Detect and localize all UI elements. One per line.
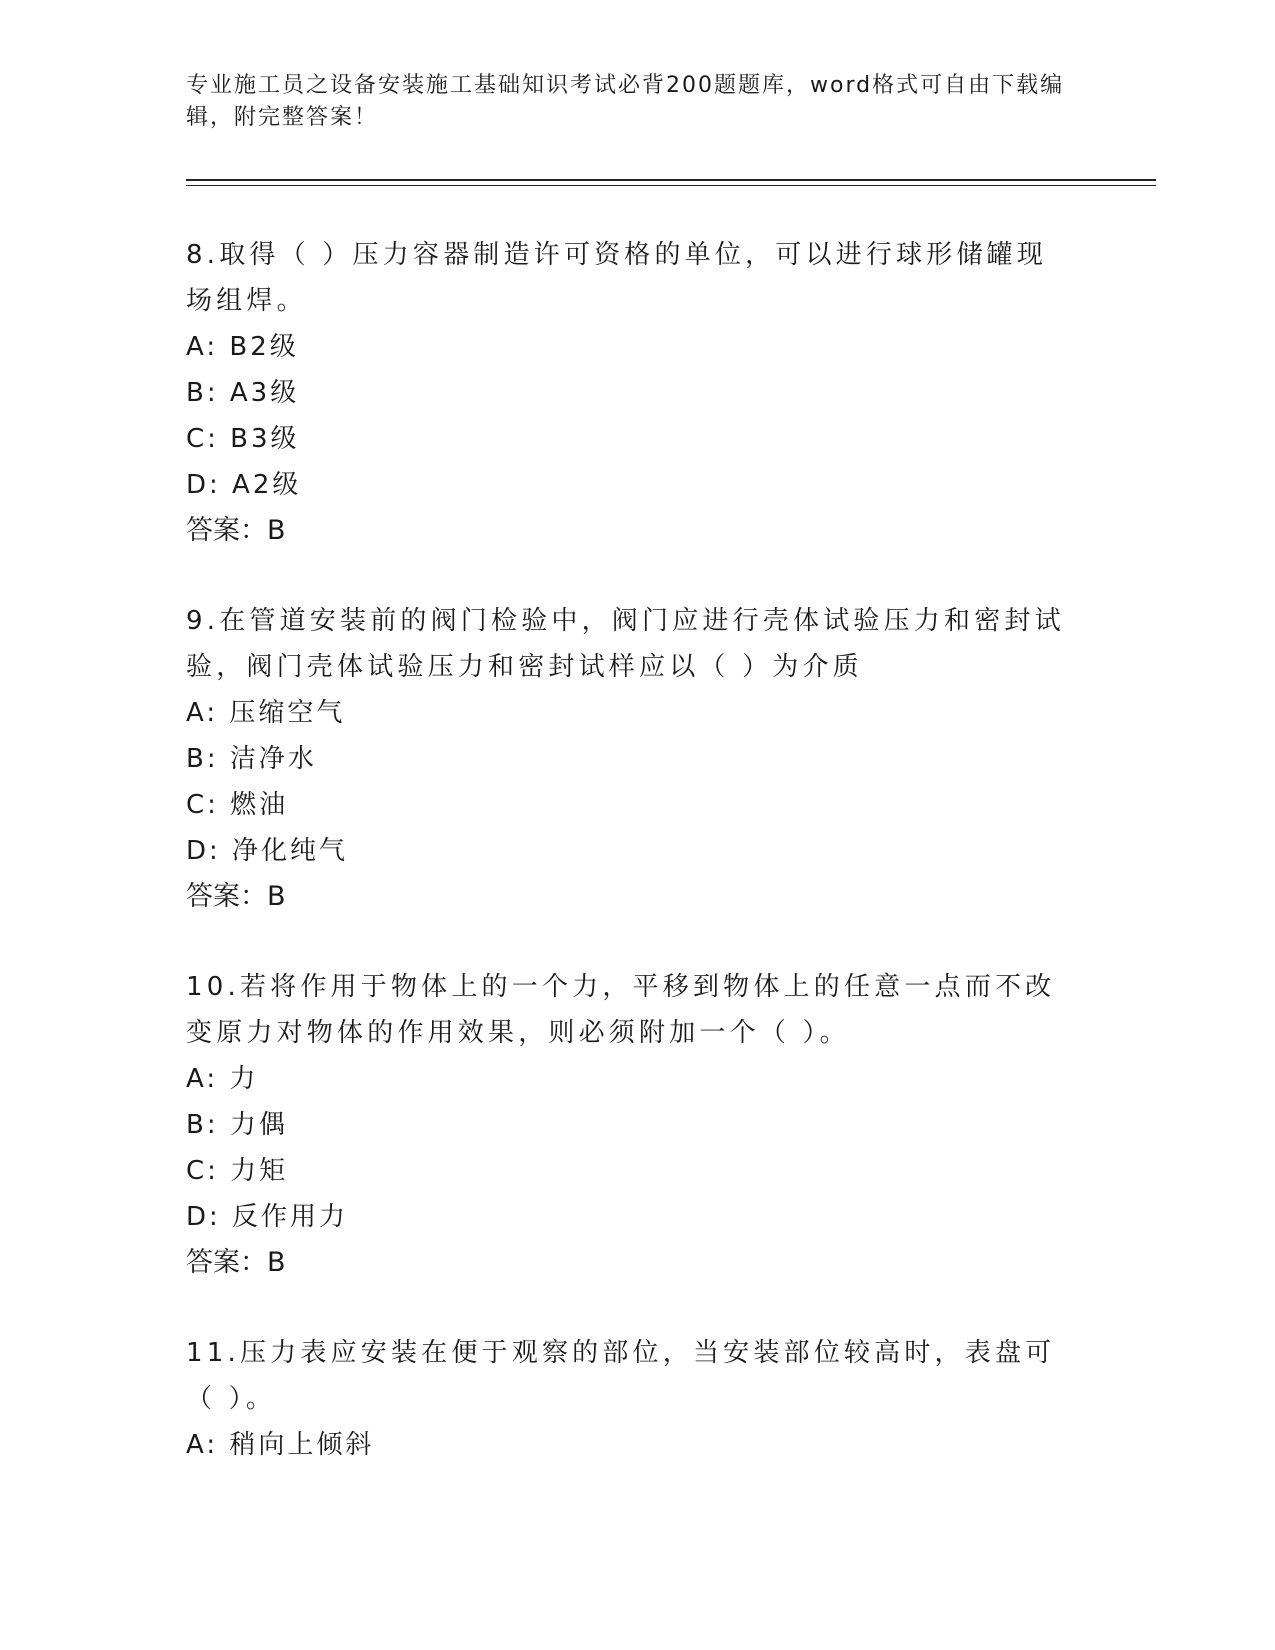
answer: 答案：B — [186, 881, 286, 912]
question-list — [186, 232, 1086, 1512]
option-a: A: 稍向上倾斜 — [186, 1430, 375, 1460]
option-c: C: 力矩 — [186, 1156, 289, 1186]
question-11 — [186, 1330, 1086, 1468]
document-title: 专业施工员之设备安装施工基础知识考试必背200题题库，word格式可自由下载编辑，附完整答案！ — [186, 73, 1065, 130]
answer: 答案：B — [186, 515, 286, 546]
answer: 答案：B — [186, 1247, 286, 1278]
question-text: 11.压力表应安装在便于观察的部位，当安装部位较高时，表盘可（ ）。 — [186, 1338, 1056, 1414]
option-b: B: A3级 — [186, 378, 300, 408]
option-d: D: A2级 — [186, 470, 302, 500]
option-a: A: B2级 — [186, 332, 299, 362]
option-a: A: 力 — [186, 1064, 259, 1094]
option-c: C: 燃油 — [186, 790, 289, 820]
option-a: A: 压缩空气 — [186, 698, 346, 728]
question-9 — [186, 598, 1086, 920]
question-10 — [186, 964, 1086, 1286]
option-b: B: 洁净水 — [186, 744, 317, 774]
question-text: 9.在管道安装前的阀门检验中，阀门应进行壳体试验压力和密封试验，阀门壳体试验压力和密封试样应以（ ）为介质 — [186, 606, 1065, 682]
question-8 — [186, 232, 1086, 554]
question-text: 10.若将作用于物体上的一个力，平移到物体上的任意一点而不改变原力对物体的作用效果，则必须附加一个（ ）。 — [186, 972, 1056, 1048]
option-c: C: B3级 — [186, 424, 300, 454]
option-b: B: 力偶 — [186, 1110, 288, 1140]
header-divider-thick — [186, 179, 1156, 181]
header-divider-thin — [186, 185, 1156, 186]
option-d: D: 反作用力 — [186, 1202, 349, 1232]
document-header — [186, 70, 1166, 134]
question-text: 8.取得（ ）压力容器制造许可资格的单位，可以进行球形储罐现场组焊。 — [186, 240, 1048, 316]
option-d: D: 净化纯气 — [186, 836, 349, 866]
